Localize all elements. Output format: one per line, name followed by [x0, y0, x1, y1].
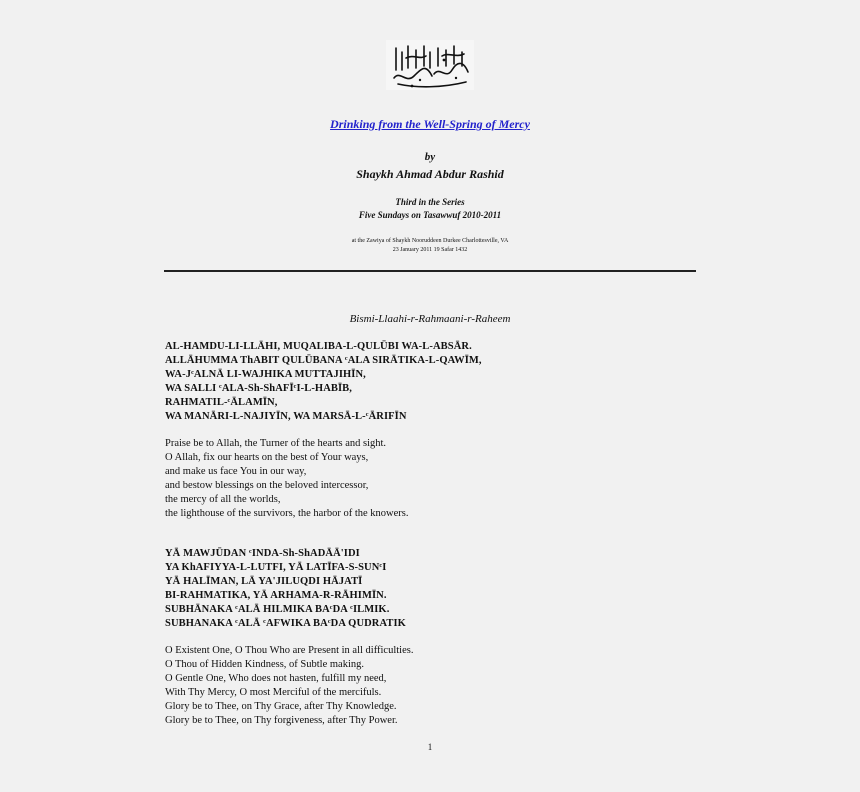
verse-line: AL-HAMDU-LI-LLĀHI, MUQALIBA-L-QULŪBI WA-L-ABSĀR. [165, 341, 472, 352]
verse-line: SUBHĀNAKA ᶜALĀ HILMIKA BAᶜDA ᶜILMIK. [165, 604, 390, 615]
document-title[interactable]: Drinking from the Well-Spring of Mercy [330, 117, 530, 131]
verse-line: ALLĀHUMMA ThABIT QULŪBANA ᶜALA SIRĀTIKA-L-QAWĪM, [165, 355, 482, 366]
by-label: by [424, 151, 436, 163]
verse-line: WA SALLI ᶜALA-Sh-ShAFĪᶜI-L-HABĪB, [165, 383, 353, 394]
verse-line: With Thy Mercy, O most Merciful of the mercifuls. [165, 687, 382, 698]
verse-line: O Thou of Hidden Kindness, of Subtle making. [165, 659, 364, 670]
arabic-transliteration-block-2 [165, 547, 406, 631]
verse-line: the lighthouse of the survivors, the harbor of the knowers. [165, 508, 409, 519]
date-line: 23 January 2011 19 Safar 1432 [392, 247, 468, 253]
english-translation-block-2 [165, 644, 413, 728]
verse-line: Praise be to Allah, the Turner of the hearts and sight. [165, 438, 387, 449]
series-line-2: Five Sundays on Tasawwuf 2010-2011 [358, 210, 502, 220]
verse-line: YĀ HALĪMAN, LĀ YA'JILUQDI HĀJATĪ [165, 576, 363, 587]
verse-line: the mercy of all the worlds, [165, 494, 281, 505]
verse-line: RAHMATIL-ᶜĀLAMĪN, [165, 397, 278, 408]
verse-line: and make us face You in our way, [165, 466, 307, 477]
verse-line: O Gentle One, Who does not hasten, fulfill my need, [165, 673, 387, 684]
verse-line: O Allah, fix our hearts on the best of Your ways, [165, 452, 369, 463]
arabic-transliteration-block-1 [165, 340, 482, 424]
verse-line: O Existent One, O Thou Who are Present in all difficulties. [165, 645, 414, 656]
verse-line: BI-RAHMATIKA, YĀ ARHAMA-R-RĀHIMĪN. [165, 590, 387, 601]
bismillah-calligraphy-icon [386, 40, 474, 90]
verse-line: YĀ MAWJŪDAN ᶜINDA-Sh-ShADĀĀ'IDI [165, 548, 360, 559]
verse-line: WA-JᶜALNĀ LI-WAJHIKA MUTTAJIHĪN, [165, 369, 366, 380]
location-line: at the Zawiya of Shaykh Nooruddeen Durkee Charlottesville, VA [351, 238, 509, 244]
verse-line: and bestow blessings on the beloved intercessor, [165, 480, 369, 491]
page-number: 1 [427, 742, 433, 752]
verse-line: Glory be to Thee, on Thy forgiveness, after Thy Power. [165, 715, 398, 726]
verse-line: Glory be to Thee, on Thy Grace, after Thy Knowledge. [165, 701, 397, 712]
english-translation-block-1 [165, 437, 409, 521]
verse-line: WA MANĀRI-L-NAJIYĪN, WA MARSĀ-L-ᶜĀRIFĪN [165, 411, 407, 422]
bismi-heading: Bismi-Llaahi-r-Rahmaani-r-Raheem [349, 313, 511, 325]
author-name: Shaykh Ahmad Abdur Rashid [356, 167, 504, 181]
series-line-1: Third in the Series [395, 197, 465, 207]
verse-line: SUBHANAKA ᶜALĀ ᶜAFWIKA BAᶜDA QUDRATIK [165, 618, 406, 629]
horizontal-divider [164, 270, 696, 272]
verse-line: YA KhAFIYYA-L-LUTFI, YĀ LATĪFA-S-SUNᶜI [165, 562, 387, 573]
